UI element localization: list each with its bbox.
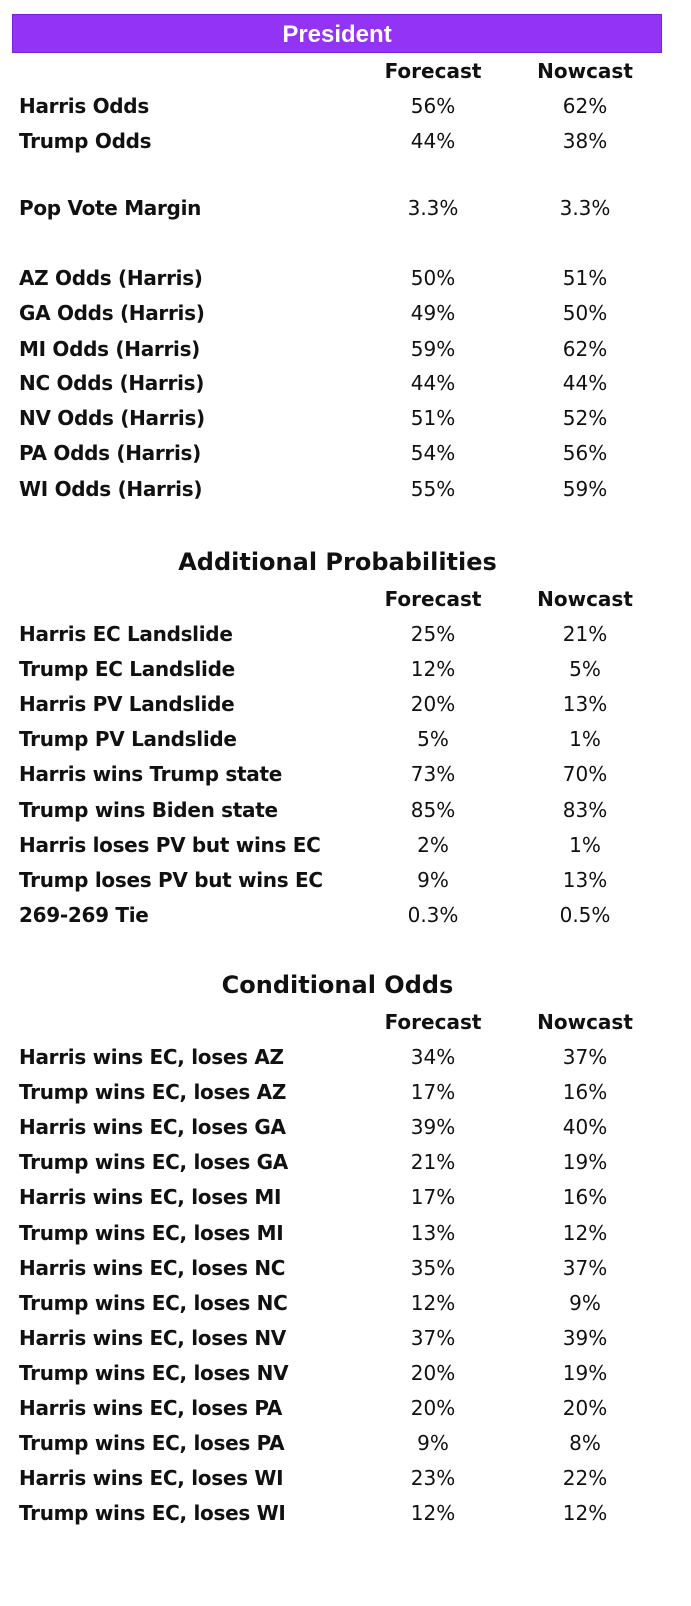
conditional-row-label: Harris wins EC, loses MI [19,1185,282,1209]
conditional-forecast-value: 17% [410,1080,456,1104]
additional-nowcast-value: 1% [569,727,601,751]
president-forecast-value: 55% [410,477,456,501]
conditional-row-label: Trump wins EC, loses WI [19,1501,286,1525]
additional-row-label: 269-269 Tie [19,903,149,927]
president-forecast-value: 56% [410,94,456,118]
president-nowcast-value: 59% [562,477,608,501]
president-forecast-header: Forecast [384,59,482,83]
conditional-nowcast-value: 40% [562,1115,608,1139]
conditional-forecast-value: 35% [410,1256,456,1280]
conditional-forecast-value: 12% [410,1291,456,1315]
president-row-label: Pop Vote Margin [19,196,202,220]
conditional-forecast-value: 17% [410,1185,456,1209]
additional-nowcast-value: 5% [569,657,601,681]
president-title-bar: President [12,14,662,53]
conditional-nowcast-value: 19% [562,1361,608,1385]
conditional-row-label: Harris wins EC, loses AZ [19,1045,284,1069]
additional-forecast-value: 20% [410,692,456,716]
additional-forecast-value: 5% [417,727,449,751]
additional-forecast-value: 0.3% [407,903,459,927]
conditional-forecast-value: 39% [410,1115,456,1139]
additional-row-label: Trump EC Landslide [19,657,235,681]
conditional-row-label: Trump wins EC, loses PA [19,1431,285,1455]
president-nowcast-value: 44% [562,371,608,395]
conditional-nowcast-value: 12% [562,1221,608,1245]
president-row-label: Harris Odds [19,94,149,118]
conditional-forecast-value: 9% [417,1431,449,1455]
conditional-nowcast-value: 39% [562,1326,608,1350]
president-nowcast-value: 50% [562,301,608,325]
conditional-row-label: Trump wins EC, loses NC [19,1291,288,1315]
additional-forecast-value: 25% [410,622,456,646]
president-row-label: MI Odds (Harris) [19,337,201,361]
president-row-label: PA Odds (Harris) [19,441,201,465]
president-forecast-value: 51% [410,406,456,430]
conditional-nowcast-value: 9% [569,1291,601,1315]
conditional-row-label: Harris wins EC, loses PA [19,1396,283,1420]
additional-row-label: Trump loses PV but wins EC [19,868,323,892]
additional-nowcast-value: 13% [562,692,608,716]
additional-row-label: Harris wins Trump state [19,762,282,786]
president-forecast-value: 59% [410,337,456,361]
additional-forecast-value: 12% [410,657,456,681]
conditional-forecast-value: 34% [410,1045,456,1069]
president-nowcast-value: 51% [562,266,608,290]
conditional-nowcast-value: 16% [562,1080,608,1104]
president-nowcast-value: 52% [562,406,608,430]
president-row-label: NC Odds (Harris) [19,371,205,395]
conditional-nowcast-value: 19% [562,1150,608,1174]
additional-nowcast-header: Nowcast [537,587,633,611]
conditional-forecast-value: 12% [410,1501,456,1525]
conditional-nowcast-value: 8% [569,1431,601,1455]
president-nowcast-header: Nowcast [537,59,633,83]
conditional-row-label: Trump wins EC, loses GA [19,1150,288,1174]
president-nowcast-value: 38% [562,129,608,153]
conditional-nowcast-value: 37% [562,1256,608,1280]
president-nowcast-value: 62% [562,337,608,361]
president-forecast-value: 3.3% [407,196,459,220]
additional-nowcast-value: 83% [562,798,608,822]
president-nowcast-value: 56% [562,441,608,465]
conditional-row-label: Harris wins EC, loses WI [19,1466,284,1490]
additional-forecast-value: 9% [417,868,449,892]
president-nowcast-value: 62% [562,94,608,118]
conditional-forecast-value: 20% [410,1361,456,1385]
conditional-forecast-value: 23% [410,1466,456,1490]
additional-forecast-header: Forecast [384,587,482,611]
conditional-nowcast-value: 37% [562,1045,608,1069]
conditional-row-label: Harris wins EC, loses GA [19,1115,286,1139]
additional-nowcast-value: 70% [562,762,608,786]
conditional-row-label: Trump wins EC, loses MI [19,1221,284,1245]
president-forecast-value: 50% [410,266,456,290]
conditional-forecast-value: 21% [410,1150,456,1174]
conditional-forecast-value: 20% [410,1396,456,1420]
additional-nowcast-value: 13% [562,868,608,892]
conditional-row-label: Trump wins EC, loses NV [19,1361,289,1385]
additional-row-label: Trump wins Biden state [19,798,278,822]
president-row-label: AZ Odds (Harris) [19,266,203,290]
conditional-forecast-header: Forecast [384,1010,482,1034]
president-forecast-value: 54% [410,441,456,465]
conditional-nowcast-header: Nowcast [537,1010,633,1034]
president-nowcast-value: 3.3% [559,196,611,220]
conditional-nowcast-value: 22% [562,1466,608,1490]
conditional-forecast-value: 37% [410,1326,456,1350]
conditional-nowcast-value: 12% [562,1501,608,1525]
president-forecast-value: 44% [410,371,456,395]
conditional-row-label: Trump wins EC, loses AZ [19,1080,287,1104]
additional-forecast-value: 85% [410,798,456,822]
conditional-forecast-value: 13% [410,1221,456,1245]
president-row-label: WI Odds (Harris) [19,477,203,501]
president-row-label: NV Odds (Harris) [19,406,205,430]
conditional-row-label: Harris wins EC, loses NV [19,1326,286,1350]
additional-row-label: Trump PV Landslide [19,727,237,751]
additional-forecast-value: 2% [417,833,449,857]
additional-row-label: Harris loses PV but wins EC [19,833,321,857]
president-row-label: GA Odds (Harris) [19,301,205,325]
additional-row-label: Harris PV Landslide [19,692,235,716]
conditional-nowcast-value: 20% [562,1396,608,1420]
conditional-odds-title: Conditional Odds [221,971,454,999]
additional-probabilities-title: Additional Probabilities [178,548,497,576]
conditional-row-label: Harris wins EC, loses NC [19,1256,286,1280]
additional-nowcast-value: 0.5% [559,903,611,927]
president-forecast-value: 44% [410,129,456,153]
additional-row-label: Harris EC Landslide [19,622,233,646]
president-row-label: Trump Odds [19,129,152,153]
additional-nowcast-value: 1% [569,833,601,857]
additional-forecast-value: 73% [410,762,456,786]
additional-nowcast-value: 21% [562,622,608,646]
conditional-nowcast-value: 16% [562,1185,608,1209]
president-forecast-value: 49% [410,301,456,325]
